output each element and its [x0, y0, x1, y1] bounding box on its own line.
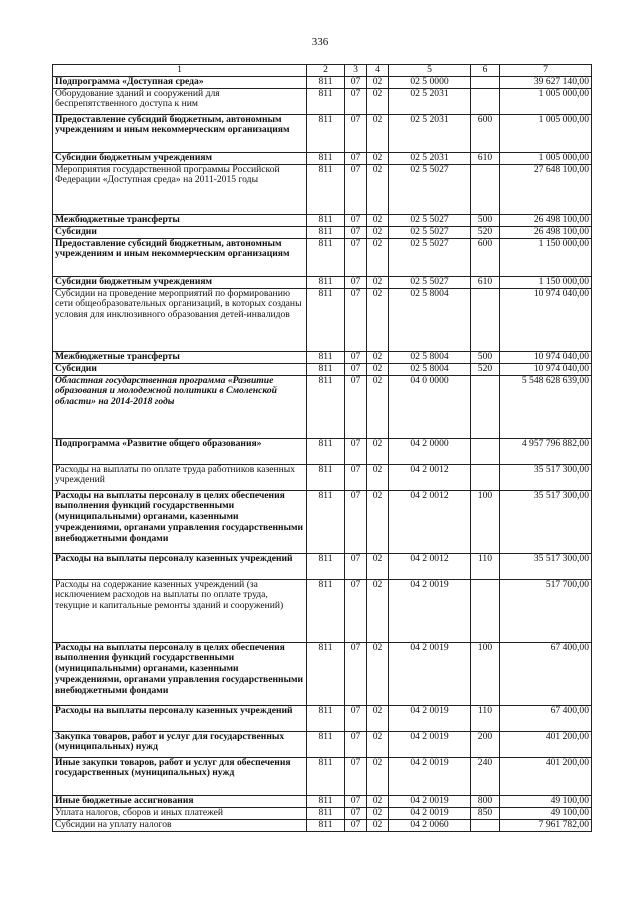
row-subsection: 02	[367, 351, 389, 363]
row-amount: 401 200,00	[500, 731, 592, 757]
table-row	[53, 164, 592, 214]
row-target-article: 04 2 0019	[389, 795, 471, 807]
row-subsection: 02	[367, 88, 389, 114]
row-expense-type: 800	[471, 795, 500, 807]
row-amount: 49 100,00	[500, 795, 592, 807]
row-subsection: 02	[367, 731, 389, 757]
column-number: 7	[500, 65, 592, 77]
table-row	[53, 226, 592, 238]
row-section: 07	[345, 553, 367, 579]
row-expense-type: 600	[471, 114, 500, 152]
row-subsection: 02	[367, 553, 389, 579]
row-amount: 67 400,00	[500, 642, 592, 705]
table-row	[53, 807, 592, 819]
table-row	[53, 375, 592, 438]
table-row	[53, 238, 592, 276]
row-subsection: 02	[367, 795, 389, 807]
row-code: 811	[307, 363, 345, 375]
row-section: 07	[345, 579, 367, 642]
row-code: 811	[307, 375, 345, 438]
row-name: Иные бюджетные ассигнования	[53, 795, 307, 807]
table-row	[53, 276, 592, 288]
row-amount: 27 648 100,00	[500, 164, 592, 214]
table-row	[53, 288, 592, 351]
table-row	[53, 757, 592, 795]
row-expense-type: 600	[471, 238, 500, 276]
row-section: 07	[345, 88, 367, 114]
row-expense-type: 520	[471, 363, 500, 375]
table-row	[53, 88, 592, 114]
row-subsection: 02	[367, 642, 389, 705]
row-name: Расходы на выплаты персоналу в целях обеспечения выполнения функций государственными (муниципальными) органами, казенными учреждениями, органами управления государственными внебюджетными фондами	[53, 642, 307, 705]
row-section: 07	[345, 464, 367, 490]
row-name: Предоставление субсидий бюджетным, автономным учреждениям и иным некоммерческим организациям	[53, 238, 307, 276]
row-expense-type	[471, 375, 500, 438]
row-name: Подпрограмма «Доступная среда»	[53, 76, 307, 88]
row-name: Расходы на выплаты персоналу в целях обеспечения выполнения функций государственными (муниципальными) органами, казенными учреждениями, органами управления государственными внебюджетными фондами	[53, 490, 307, 553]
row-name: Межбюджетные трансферты	[53, 351, 307, 363]
row-section: 07	[345, 214, 367, 226]
row-amount: 1 005 000,00	[500, 152, 592, 164]
row-subsection: 02	[367, 164, 389, 214]
row-name: Расходы на выплаты персоналу казенных учреждений	[53, 553, 307, 579]
row-expense-type: 100	[471, 490, 500, 553]
row-expense-type	[471, 579, 500, 642]
row-code: 811	[307, 807, 345, 819]
row-target-article: 02 5 0000	[389, 76, 471, 88]
row-amount: 67 400,00	[500, 705, 592, 731]
budget-table	[52, 64, 592, 832]
row-target-article: 02 5 8004	[389, 363, 471, 375]
row-amount: 401 200,00	[500, 757, 592, 795]
row-amount: 10 974 040,00	[500, 288, 592, 351]
row-code: 811	[307, 705, 345, 731]
row-target-article: 02 5 8004	[389, 288, 471, 351]
row-section: 07	[345, 642, 367, 705]
row-subsection: 02	[367, 226, 389, 238]
row-section: 07	[345, 757, 367, 795]
row-subsection: 02	[367, 490, 389, 553]
row-target-article: 02 5 5027	[389, 226, 471, 238]
row-amount: 35 517 300,00	[500, 553, 592, 579]
row-name: Расходы на выплаты по оплате труда работников казенных учреждений	[53, 464, 307, 490]
row-target-article: 04 0 0000	[389, 375, 471, 438]
row-code: 811	[307, 642, 345, 705]
row-amount: 35 517 300,00	[500, 490, 592, 553]
row-name: Закупка товаров, работ и услуг для государственных (муниципальных) нужд	[53, 731, 307, 757]
row-name: Межбюджетные трансферты	[53, 214, 307, 226]
row-code: 811	[307, 819, 345, 831]
row-subsection: 02	[367, 438, 389, 464]
row-name: Предоставление субсидий бюджетным, автономным учреждениям и иным некоммерческим организациям	[53, 114, 307, 152]
row-code: 811	[307, 164, 345, 214]
row-expense-type: 110	[471, 705, 500, 731]
row-code: 811	[307, 288, 345, 351]
row-name: Субсидии	[53, 226, 307, 238]
row-amount: 7 961 782,00	[500, 819, 592, 831]
row-section: 07	[345, 807, 367, 819]
table-row	[53, 76, 592, 88]
row-target-article: 04 2 0019	[389, 642, 471, 705]
row-amount: 26 498 100,00	[500, 226, 592, 238]
column-number: 3	[345, 65, 367, 77]
row-code: 811	[307, 464, 345, 490]
row-expense-type: 200	[471, 731, 500, 757]
row-expense-type: 610	[471, 152, 500, 164]
row-expense-type	[471, 164, 500, 214]
row-target-article: 04 2 0019	[389, 757, 471, 795]
row-code: 811	[307, 76, 345, 88]
table-row	[53, 579, 592, 642]
row-subsection: 02	[367, 464, 389, 490]
row-section: 07	[345, 288, 367, 351]
row-subsection: 02	[367, 114, 389, 152]
table-row	[53, 214, 592, 226]
row-subsection: 02	[367, 288, 389, 351]
row-section: 07	[345, 375, 367, 438]
row-expense-type: 520	[471, 226, 500, 238]
row-code: 811	[307, 152, 345, 164]
row-code: 811	[307, 238, 345, 276]
row-subsection: 02	[367, 705, 389, 731]
column-number-row	[53, 65, 592, 77]
row-code: 811	[307, 490, 345, 553]
row-amount: 517 700,00	[500, 579, 592, 642]
row-name: Расходы на выплаты персоналу казенных учреждений	[53, 705, 307, 731]
row-section: 07	[345, 363, 367, 375]
table-row	[53, 490, 592, 553]
column-number: 4	[367, 65, 389, 77]
row-section: 07	[345, 238, 367, 276]
row-expense-type: 850	[471, 807, 500, 819]
row-amount: 1 150 000,00	[500, 276, 592, 288]
row-code: 811	[307, 795, 345, 807]
row-code: 811	[307, 757, 345, 795]
row-amount: 5 548 628 639,00	[500, 375, 592, 438]
table-row	[53, 114, 592, 152]
row-code: 811	[307, 579, 345, 642]
row-name: Иные закупки товаров, работ и услуг для обеспечения государственных (муниципальных) нужд	[53, 757, 307, 795]
column-number: 1	[53, 65, 307, 77]
row-target-article: 04 2 0012	[389, 464, 471, 490]
row-amount: 10 974 040,00	[500, 363, 592, 375]
row-amount: 1 005 000,00	[500, 114, 592, 152]
row-expense-type	[471, 88, 500, 114]
row-target-article: 04 2 0012	[389, 490, 471, 553]
row-code: 811	[307, 214, 345, 226]
row-amount: 4 957 796 882,00	[500, 438, 592, 464]
row-subsection: 02	[367, 238, 389, 276]
row-expense-type: 240	[471, 757, 500, 795]
row-code: 811	[307, 553, 345, 579]
row-subsection: 02	[367, 214, 389, 226]
table-row	[53, 438, 592, 464]
row-target-article: 04 2 0000	[389, 438, 471, 464]
row-subsection: 02	[367, 807, 389, 819]
row-subsection: 02	[367, 152, 389, 164]
row-expense-type	[471, 464, 500, 490]
row-name: Субсидии бюджетным учреждениям	[53, 276, 307, 288]
table-row	[53, 464, 592, 490]
row-name: Расходы на содержание казенных учреждений (за исключением расходов на выплаты по оплате труда, текущие и капитальные ремонты зданий и сооружений)	[53, 579, 307, 642]
row-amount: 49 100,00	[500, 807, 592, 819]
row-name: Оборудование зданий и сооружений для беспрепятственного доступа к ним	[53, 88, 307, 114]
page-number: 336	[311, 36, 329, 48]
row-expense-type: 610	[471, 276, 500, 288]
table-row	[53, 351, 592, 363]
row-expense-type	[471, 76, 500, 88]
row-target-article: 02 5 2031	[389, 114, 471, 152]
row-expense-type	[471, 438, 500, 464]
row-target-article: 04 2 0019	[389, 731, 471, 757]
column-number: 6	[471, 65, 500, 77]
table-row	[53, 642, 592, 705]
row-code: 811	[307, 276, 345, 288]
row-subsection: 02	[367, 579, 389, 642]
row-subsection: 02	[367, 819, 389, 831]
row-code: 811	[307, 226, 345, 238]
row-amount: 10 974 040,00	[500, 351, 592, 363]
column-number: 2	[307, 65, 345, 77]
row-expense-type: 100	[471, 642, 500, 705]
row-target-article: 04 2 0012	[389, 553, 471, 579]
row-target-article: 04 2 0019	[389, 705, 471, 731]
table-row	[53, 731, 592, 757]
row-name: Мероприятия государственной программы Российской Федерации «Доступная среда» на 2011-2015 годы	[53, 164, 307, 214]
row-section: 07	[345, 731, 367, 757]
row-name: Субсидии	[53, 363, 307, 375]
row-section: 07	[345, 114, 367, 152]
row-target-article: 02 5 5027	[389, 238, 471, 276]
row-section: 07	[345, 819, 367, 831]
row-target-article: 02 5 2031	[389, 152, 471, 164]
row-subsection: 02	[367, 276, 389, 288]
row-section: 07	[345, 490, 367, 553]
row-amount: 35 517 300,00	[500, 464, 592, 490]
row-amount: 26 498 100,00	[500, 214, 592, 226]
row-target-article: 02 5 5027	[389, 276, 471, 288]
row-target-article: 04 2 0060	[389, 819, 471, 831]
table-row	[53, 553, 592, 579]
row-target-article: 02 5 2031	[389, 88, 471, 114]
row-name: Уплата налогов, сборов и иных платежей	[53, 807, 307, 819]
row-target-article: 04 2 0019	[389, 579, 471, 642]
row-subsection: 02	[367, 363, 389, 375]
row-subsection: 02	[367, 76, 389, 88]
column-number: 5	[389, 65, 471, 77]
row-expense-type: 500	[471, 214, 500, 226]
row-section: 07	[345, 76, 367, 88]
table-row	[53, 705, 592, 731]
row-code: 811	[307, 88, 345, 114]
table-row	[53, 363, 592, 375]
row-target-article: 02 5 5027	[389, 214, 471, 226]
row-subsection: 02	[367, 375, 389, 438]
row-amount: 39 627 140,00	[500, 76, 592, 88]
row-expense-type	[471, 819, 500, 831]
row-expense-type: 500	[471, 351, 500, 363]
row-name: Субсидии на уплату налогов	[53, 819, 307, 831]
row-name: Субсидии бюджетным учреждениям	[53, 152, 307, 164]
table-row	[53, 819, 592, 831]
row-section: 07	[345, 226, 367, 238]
row-section: 07	[345, 438, 367, 464]
row-target-article: 02 5 8004	[389, 351, 471, 363]
row-section: 07	[345, 164, 367, 214]
row-section: 07	[345, 705, 367, 731]
row-section: 07	[345, 152, 367, 164]
row-code: 811	[307, 731, 345, 757]
row-expense-type	[471, 288, 500, 351]
row-amount: 1 150 000,00	[500, 238, 592, 276]
row-code: 811	[307, 438, 345, 464]
table-row	[53, 795, 592, 807]
row-section: 07	[345, 795, 367, 807]
row-amount: 1 005 000,00	[500, 88, 592, 114]
row-name: Подпрограмма «Развитие общего образования»	[53, 438, 307, 464]
row-subsection: 02	[367, 757, 389, 795]
row-code: 811	[307, 351, 345, 363]
row-target-article: 04 2 0019	[389, 807, 471, 819]
row-name: Субсидии на проведение мероприятий по формированию сети общеобразовательных организаций, в которых созданы условия для инклюзивного образования детей-инвалидов	[53, 288, 307, 351]
row-name: Областная государственная программа «Развитие образования и молодежной политики в Смоленской области» на 2014-2018 годы	[53, 375, 307, 438]
row-code: 811	[307, 114, 345, 152]
row-expense-type: 110	[471, 553, 500, 579]
row-target-article: 02 5 5027	[389, 164, 471, 214]
row-section: 07	[345, 276, 367, 288]
table-row	[53, 152, 592, 164]
row-section: 07	[345, 351, 367, 363]
